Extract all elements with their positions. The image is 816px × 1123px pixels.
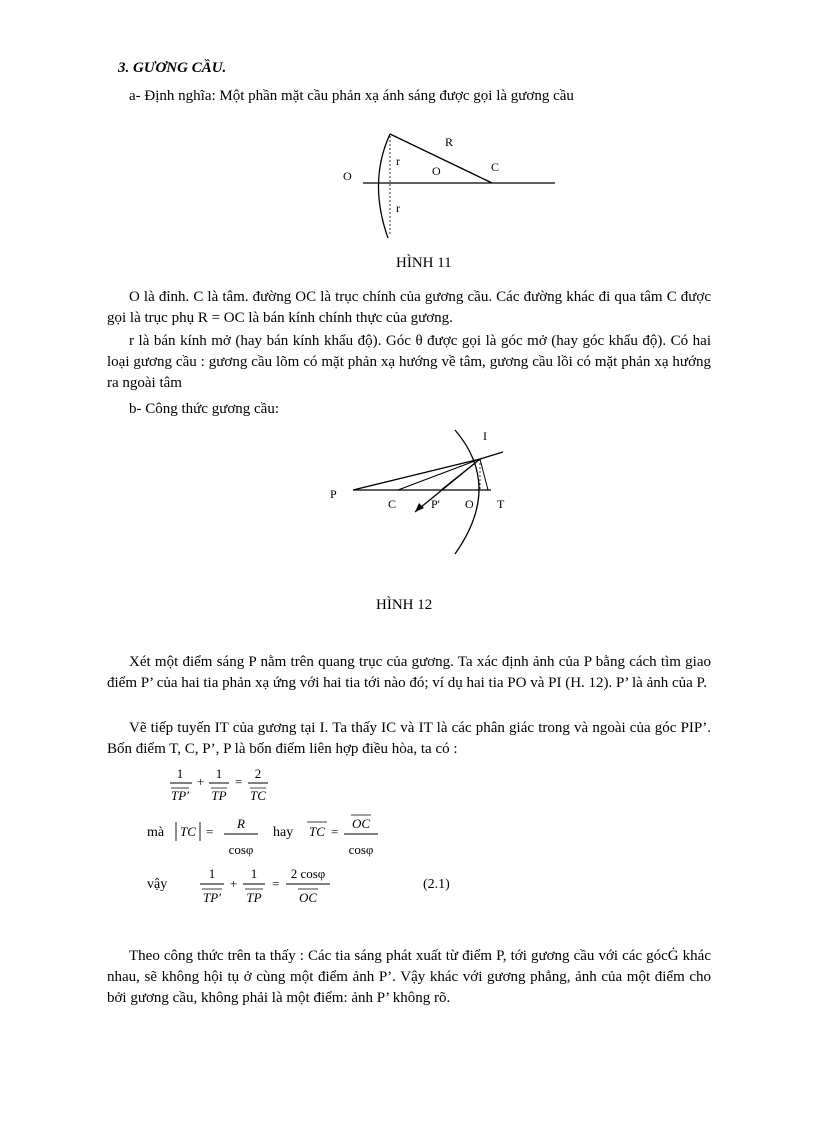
equation-3	[140, 862, 460, 910]
label-P-prime: P'	[431, 497, 440, 511]
paragraph-vertex-center: O là đỉnh. C là tâm. đường OC là trục chính của gương cầu. Các đường khác đi qua tâm C được gọi là trục phụ R = OC là bán kính chính thực của gương.	[107, 289, 711, 326]
eq3-den1: TP'	[203, 890, 221, 905]
eq2-hay: hay	[273, 825, 294, 840]
label-T: T	[497, 497, 505, 511]
equation-1	[165, 764, 305, 806]
eq3-vay: vậy	[147, 877, 168, 892]
section-heading: 3. GƯƠNG CẦU.	[118, 60, 227, 76]
label-C: C	[388, 497, 397, 511]
eq2-lhs: TC	[180, 824, 196, 839]
figure-12-caption: HÌNH 12	[376, 597, 433, 613]
eq1-plus: +	[197, 774, 205, 789]
eq3-num3: 2 cosφ	[290, 866, 326, 881]
figure-11-caption: HÌNH 11	[396, 255, 452, 271]
mirror-arc	[378, 134, 390, 238]
eq2-lhs2: TC	[309, 824, 325, 839]
eq1-num1: 1	[176, 766, 184, 781]
eq2-equals1: =	[206, 824, 214, 839]
paragraph-image-point: Xét một điểm sáng P nằm trên quang trục của gương. Ta xác định ảnh của P bằng cách tìm giao điểm P’ của hai tia phản xạ ứng với hai tia tới nào đó; ví dụ hai tia PO và PI (H. 12). P’ là ảnh của P.	[107, 654, 711, 691]
label-P: P	[330, 487, 337, 501]
equation-2	[140, 812, 400, 860]
eq1-equals: =	[235, 774, 243, 789]
eq2-equals2: =	[331, 824, 339, 839]
figure-11-diagram	[330, 128, 570, 246]
eq1-den1: TP'	[171, 788, 189, 803]
eq3-den2: TP	[246, 890, 262, 905]
eq3-equals: =	[272, 876, 280, 891]
label-r-top: r	[396, 154, 400, 168]
figure-12-diagram	[325, 422, 525, 562]
label-O: O	[465, 497, 474, 511]
paragraph-conclusion: Theo công thức trên ta thấy : Các tia sáng phát xuất từ điểm P, tới gương cầu với các gócĠ khác nhau, sẽ không hội tụ ở cùng một điểm ảnh P’. Vậy khác với gương phẳng, ảnh của một điểm cho bởi gương cầu, không phải là một điểm: ảnh P’ không rõ.	[107, 948, 711, 1006]
paragraph-aperture: r là bán kính mở (hay bán kính khẩu độ). Góc θ được gọi là góc mở (hay góc khẩu độ). Có hai loại gương cầu : gương cầu lõm có mặt phản xạ hướng về tâm, gương cầu lồi có mặt phản xạ hướng ra ngoài tâm	[107, 333, 711, 391]
eq2-OC: OC	[351, 816, 371, 831]
line-IC	[398, 459, 480, 490]
arrow-head	[415, 503, 424, 512]
eq2-ma: mà	[147, 825, 165, 840]
eq1-den3: TC	[250, 788, 266, 803]
eq1-num3: 2	[254, 766, 262, 781]
eq2-R: R	[237, 816, 245, 831]
label-r-bottom: r	[396, 201, 400, 215]
label-O-mid: O	[432, 164, 441, 178]
label-I: I	[483, 429, 487, 443]
eq3-num1: 1	[208, 866, 216, 881]
eq2-cos2: cosφ	[348, 842, 374, 857]
tangent-line-down	[480, 459, 488, 490]
label-O-left: O	[343, 169, 352, 183]
formula-subtitle: b- Công thức gương cầu:	[129, 401, 279, 417]
radius-line	[390, 134, 492, 183]
mirror-arc	[455, 430, 479, 554]
eq3-den3: OC	[298, 890, 318, 905]
tangent-line-IT	[480, 452, 503, 459]
paragraph-tangent: Vẽ tiếp tuyến IT của gương tại I. Ta thấy IC và IT là các phân giác trong và ngoài của góc PIP’. Bốn điểm T, C, P’, P là bốn điểm liên hợp điều hòa, ta có :	[107, 720, 711, 757]
label-R: R	[445, 135, 454, 149]
label-C: C	[491, 160, 500, 174]
eq2-cos1: cosφ	[228, 842, 254, 857]
eq3-num2: 1	[250, 866, 258, 881]
eq3-number: (2.1)	[423, 877, 450, 892]
definition-text: a- Định nghĩa: Một phần mặt cầu phản xạ ánh sáng được gọi là gương cầu	[129, 88, 574, 104]
eq1-den2: TP	[211, 788, 227, 803]
eq1-num2: 1	[215, 766, 223, 781]
eq3-plus: +	[230, 876, 238, 891]
